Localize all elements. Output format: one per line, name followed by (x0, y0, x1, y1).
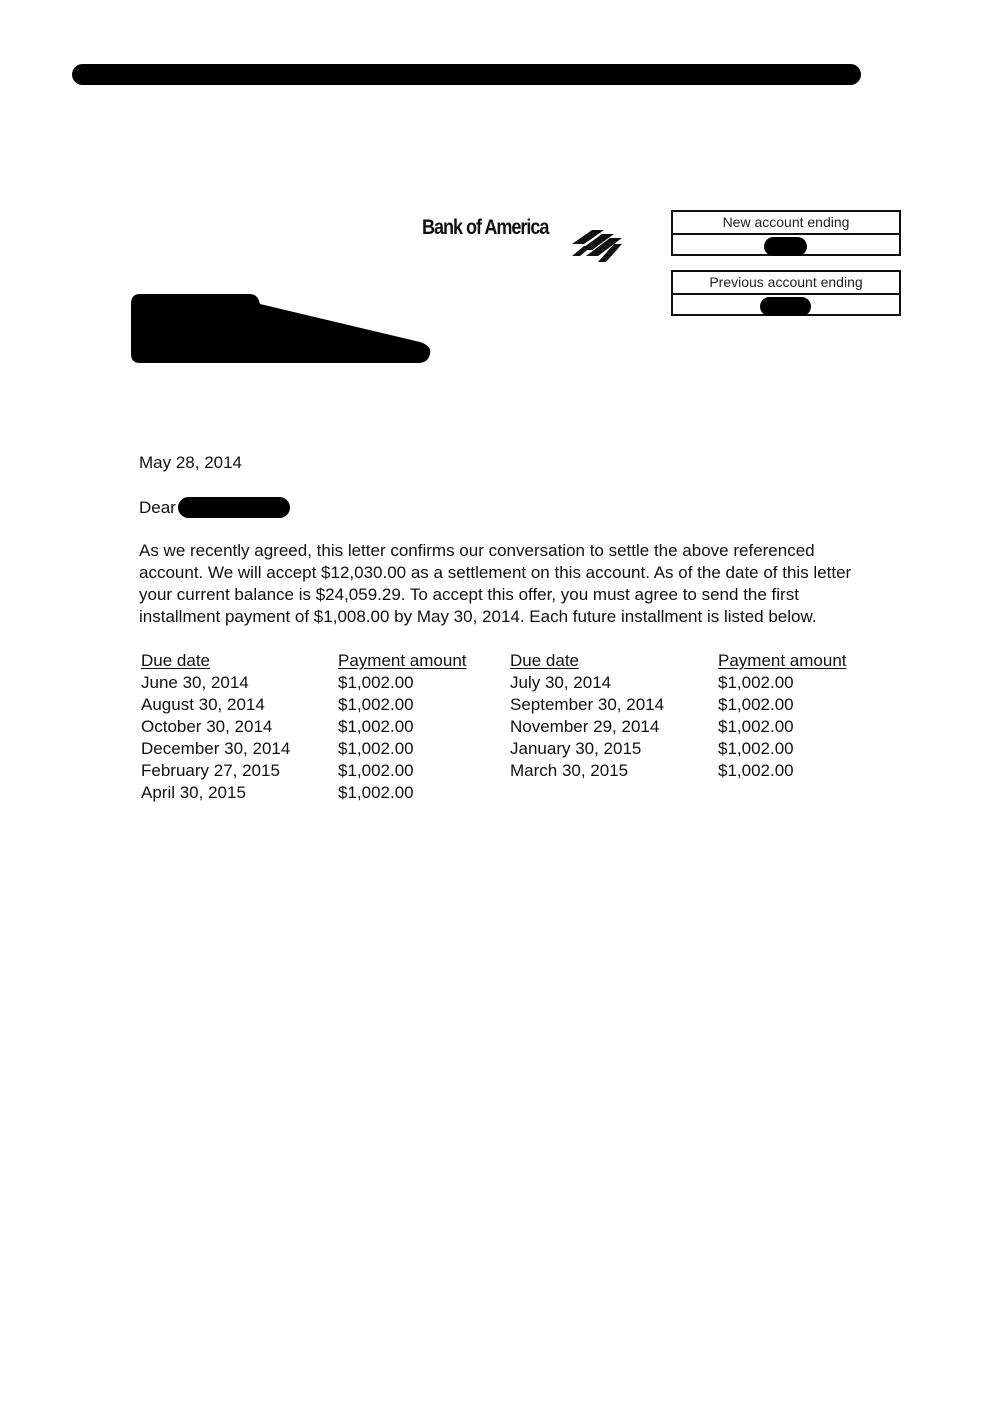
previous-account-value (673, 295, 899, 316)
redaction-new-account (764, 237, 807, 256)
new-account-label: New account ending (673, 212, 899, 235)
payment-amount-cell: $1,002.00 (718, 717, 794, 736)
bank-logo (422, 214, 632, 270)
payment-amount-cell: $1,002.00 (338, 739, 414, 758)
due-date-cell: August 30, 2014 (141, 695, 265, 714)
body-line: account. We will accept $12,030.00 as a settlement on this account. As of the date of this letter (139, 563, 852, 582)
due-date-cell: April 30, 2015 (141, 783, 246, 802)
due-date-cell: November 29, 2014 (510, 717, 660, 736)
payment-amount-cell: $1,002.00 (718, 739, 794, 758)
payment-amount-cell: $1,002.00 (338, 717, 414, 736)
due-date-column-left (141, 650, 290, 804)
due-date-cell: September 30, 2014 (510, 695, 665, 714)
due-date-cell: October 30, 2014 (141, 717, 273, 736)
previous-account-label: Previous account ending (673, 272, 899, 295)
new-account-value (673, 235, 899, 256)
payment-amount-cell: $1,002.00 (718, 761, 794, 780)
due-date-cell: July 30, 2014 (510, 673, 612, 692)
due-date-cell: March 30, 2015 (510, 761, 629, 780)
bank-name: Bank of America (422, 216, 549, 239)
payment-amount-cell: $1,002.00 (338, 673, 414, 692)
payment-amount-cell: $1,002.00 (718, 673, 794, 692)
due-date-header: Due date (141, 651, 210, 670)
redaction-previous-account (760, 297, 811, 316)
due-date-cell: January 30, 2015 (510, 739, 642, 758)
new-account-box (671, 210, 901, 256)
body-line: As we recently agreed, this letter confirms our conversation to settle the above referenced (139, 541, 815, 560)
redaction-address (130, 292, 432, 364)
due-date-column-right (510, 650, 664, 782)
payment-amount-column-left (338, 650, 467, 804)
payment-amount-header: Payment amount (338, 651, 467, 670)
due-date-header: Due date (510, 651, 579, 670)
redaction-bar-header (72, 64, 861, 85)
flagscape-icon (570, 230, 624, 264)
payment-amount-cell: $1,002.00 (338, 761, 414, 780)
payment-amount-cell: $1,002.00 (718, 695, 794, 714)
payment-amount-column-right (718, 650, 847, 782)
due-date-cell: February 27, 2015 (141, 761, 280, 780)
payment-amount-header: Payment amount (718, 651, 847, 670)
salutation-word: Dear (139, 497, 176, 517)
previous-account-box (671, 270, 901, 316)
salutation (139, 497, 290, 518)
redaction-recipient-name (178, 497, 290, 518)
body-line: installment payment of $1,008.00 by May 30, 2014. Each future installment is listed below. (139, 607, 817, 626)
body-line: your current balance is $24,059.29. To accept this offer, you must agree to send the first (139, 585, 799, 604)
payment-schedule (141, 650, 881, 810)
due-date-cell: June 30, 2014 (141, 673, 249, 692)
due-date-cell: December 30, 2014 (141, 739, 291, 758)
payment-amount-cell: $1,002.00 (338, 783, 414, 802)
letter-body (139, 540, 879, 628)
letter-date: May 28, 2014 (139, 453, 243, 472)
payment-amount-cell: $1,002.00 (338, 695, 414, 714)
